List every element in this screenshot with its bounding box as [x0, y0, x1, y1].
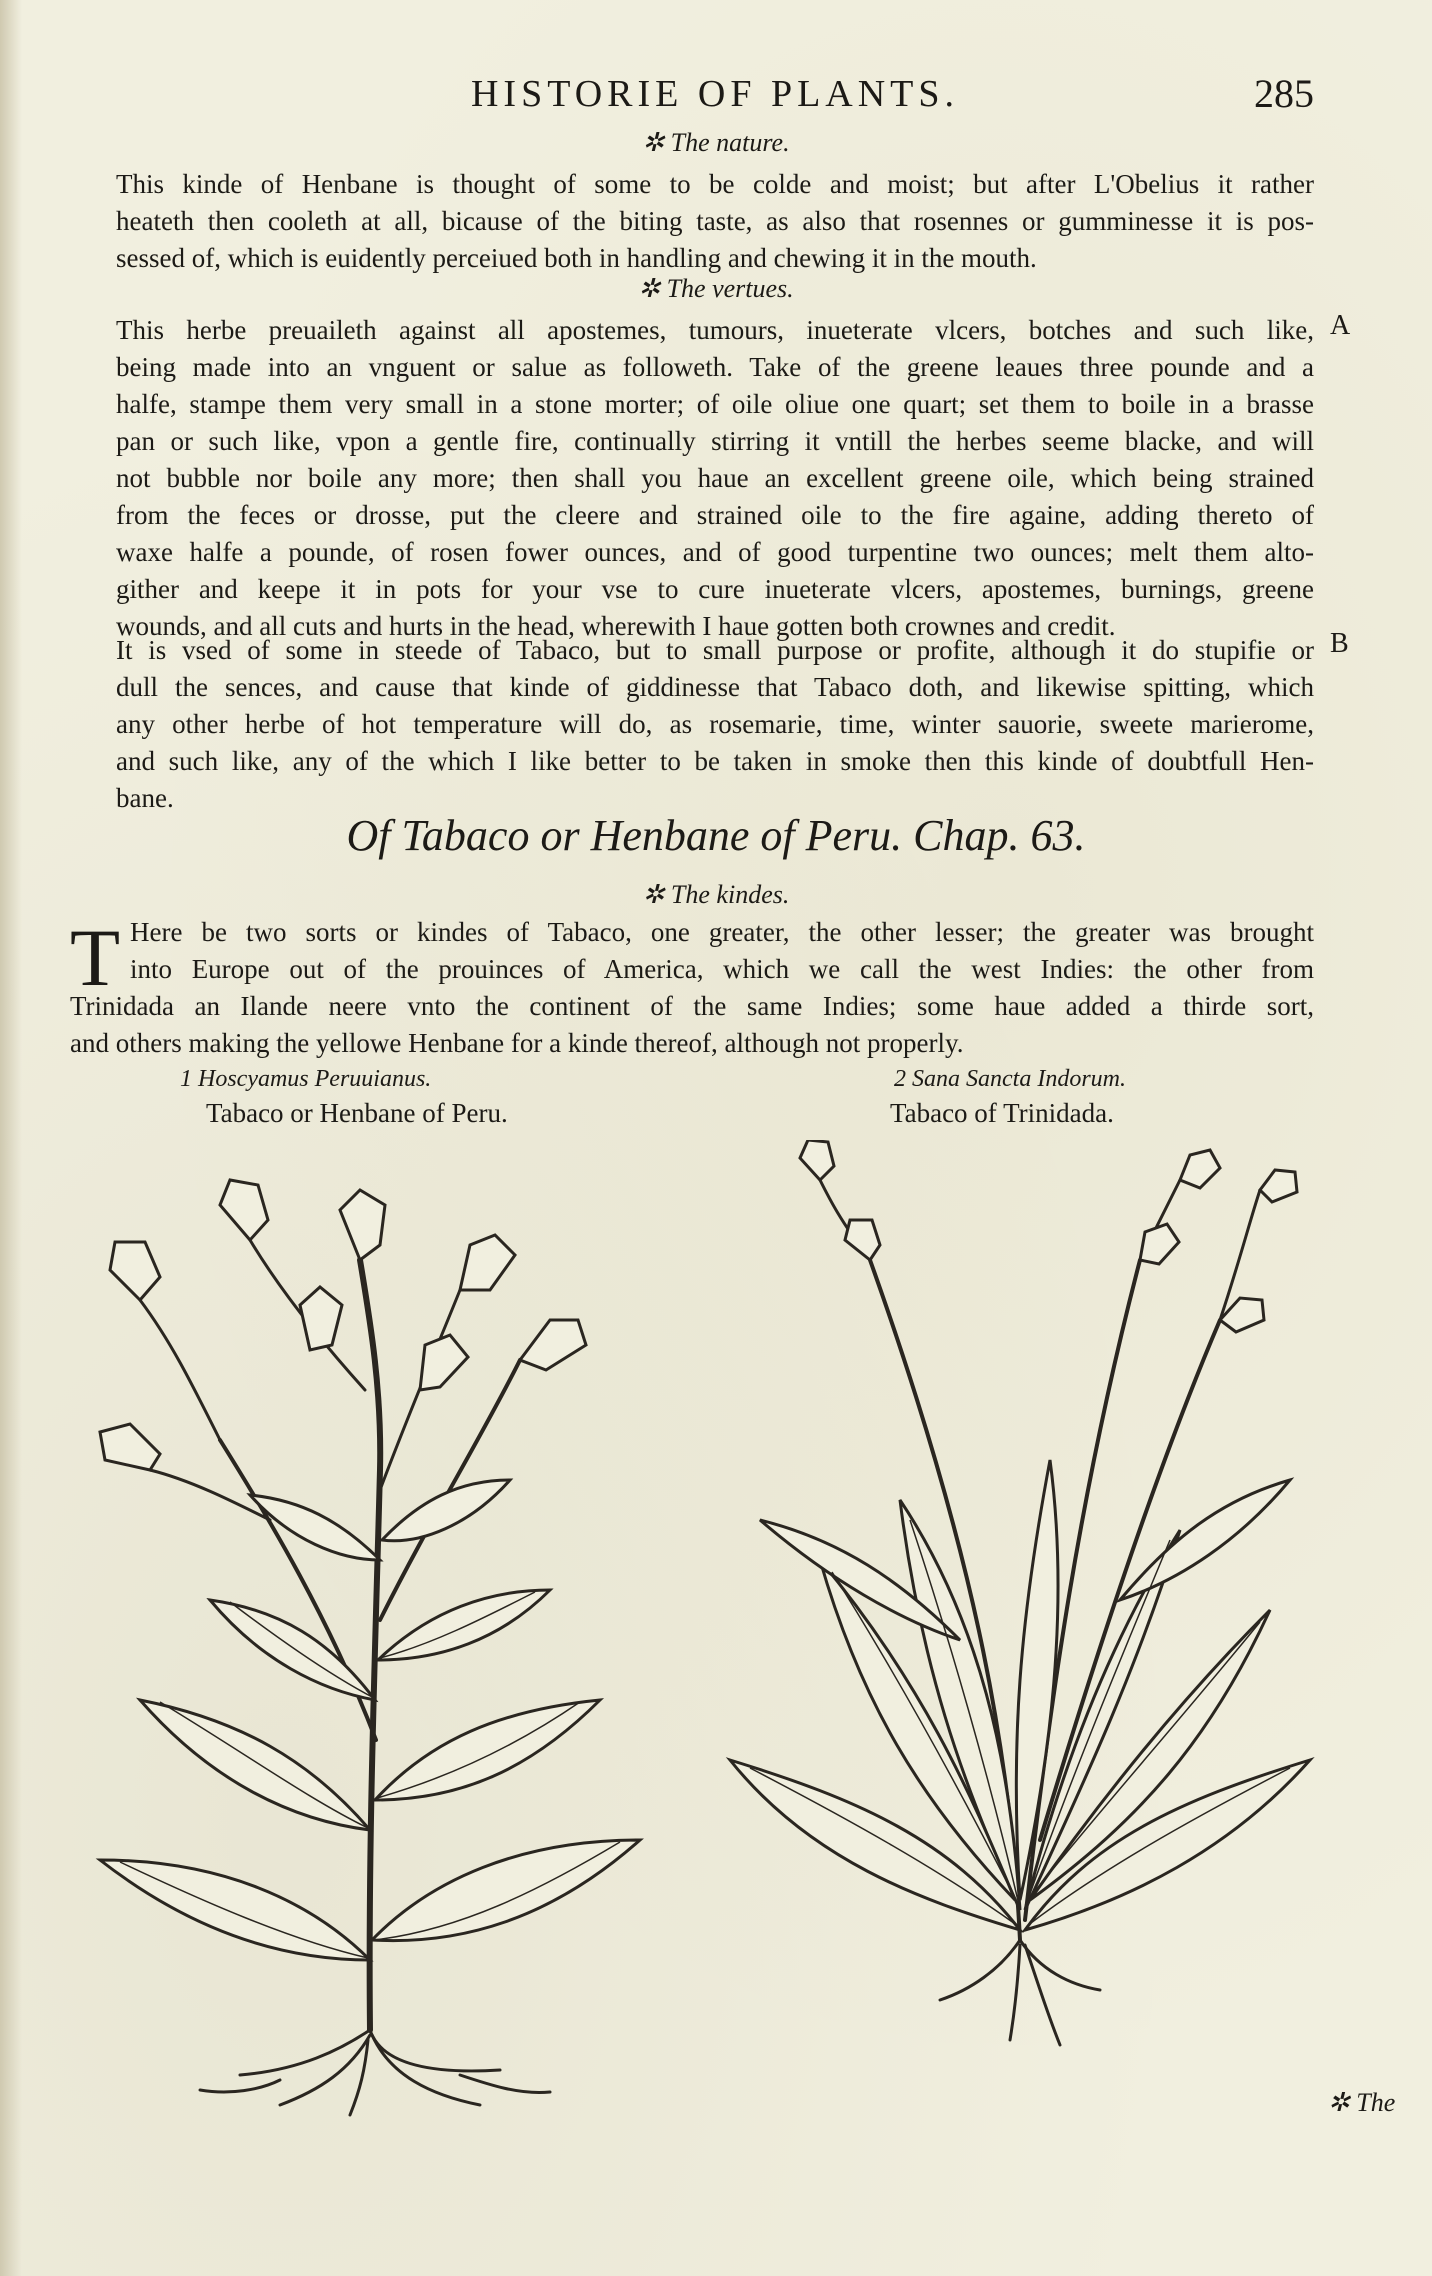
kindes-heading: ✲ The kindes. [642, 880, 790, 909]
text-line: This herbe preuaileth against all apostemes, tumours, inueterate vlcers, botches and such like, [116, 315, 1314, 345]
vertues-paragraph-a [116, 312, 1314, 645]
text-line: from the feces or drosse, put the cleere and strained oile to the fire againe, adding thereto of [116, 500, 1314, 530]
drop-capital: T [70, 912, 121, 1003]
text-line: Here be two sorts or kindes of Tabaco, one greater, the other lesser; the greater was brought [130, 917, 1314, 947]
catchword: ✲ The [1328, 2088, 1396, 2117]
text-line: and others making the yellowe Henbane for a kinde thereof, although not properly. [70, 1028, 964, 1058]
running-head: HISTORIE OF PLANTS. [470, 73, 960, 115]
text-line: and such like, any of the which I like better to be taken in smoke then this kinde of doubtfull Hen- [116, 746, 1314, 776]
text-line: It is vsed of some in steede of Tabaco, but to small purpose or profite, although it do stupifie or [116, 635, 1314, 665]
figure-2-latin-name: 2 Sana Sancta Indorum. [894, 1066, 1126, 1092]
text-line: dull the sences, and cause that kinde of giddinesse that Tabaco doth, and likewise spitting, which [116, 672, 1314, 702]
page-edge-shadow [0, 0, 22, 2276]
marginal-letter-b: B [1330, 628, 1349, 659]
figure-1-caption: Tabaco or Henbane of Peru. [206, 1098, 508, 1128]
text-line: waxe halfe a pounde, of rosen fower ounces, and of good turpentine two ounces; melt them alto- [116, 537, 1314, 567]
text-line: sessed of, which is euidently perceiued both in handling and chewing it in the mouth. [116, 243, 1037, 273]
kindes-paragraph [70, 914, 1314, 1062]
figure-2-caption: Tabaco of Trinidada. [890, 1098, 1114, 1128]
text-line: gither and keepe it in pots for your vse to cure inueterate vlcers, apostemes, burnings, greene [116, 574, 1314, 604]
text-line: halfe, stampe them very small in a stone morter; of oile oliue one quart; set them to boile in a brasse [116, 389, 1314, 419]
vertues-paragraph-b [116, 632, 1314, 817]
text-line: wounds, and all cuts and hurts in the head, wherewith I haue gotten both crownes and credit. [116, 611, 1116, 641]
tabaco-trinidada-woodcut [720, 1140, 1320, 2060]
text-line: bane. [116, 783, 174, 813]
page-number: 285 [1254, 71, 1314, 116]
figure-1-latin-name: 1 Hoscyamus Peruuianus. [180, 1066, 432, 1092]
nature-heading: ✲ The nature. [642, 128, 790, 157]
text-line: any other herbe of hot temperature will do, as rosemarie, time, winter sauorie, sweete marierome, [116, 709, 1314, 739]
text-line: heateth then cooleth at all, bicause of the biting taste, as also that rosennes or gumminesse it is pos- [116, 206, 1314, 236]
text-line: being made into an vnguent or salue as followeth. Take of the greene leaues three pounde and a [116, 352, 1314, 382]
chapter-title: Of Tabaco or Henbane of Peru. Chap. 63. [346, 811, 1086, 860]
text-line: Trinidada an Ilande neere vnto the continent of the same Indies; some haue added a thirde sort, [70, 991, 1314, 1021]
text-line: This kinde of Henbane is thought of some to be colde and moist; but after L'Obelius it rather [116, 169, 1314, 199]
text-line: pan or such like, vpon a gentle fire, continually stirring it vntill the herbes seeme blacke, and will [116, 426, 1314, 456]
nature-paragraph [116, 166, 1314, 277]
text-line: into Europe out of the prouinces of America, which we call the west Indies: the other from [130, 954, 1314, 984]
marginal-letter-a: A [1330, 310, 1351, 341]
tabaco-peru-woodcut [80, 1140, 660, 2120]
text-line: not bubble nor boile any more; then shall you haue an excellent greene oile, which being strained [116, 463, 1314, 493]
vertues-heading: ✲ The vertues. [638, 274, 794, 303]
